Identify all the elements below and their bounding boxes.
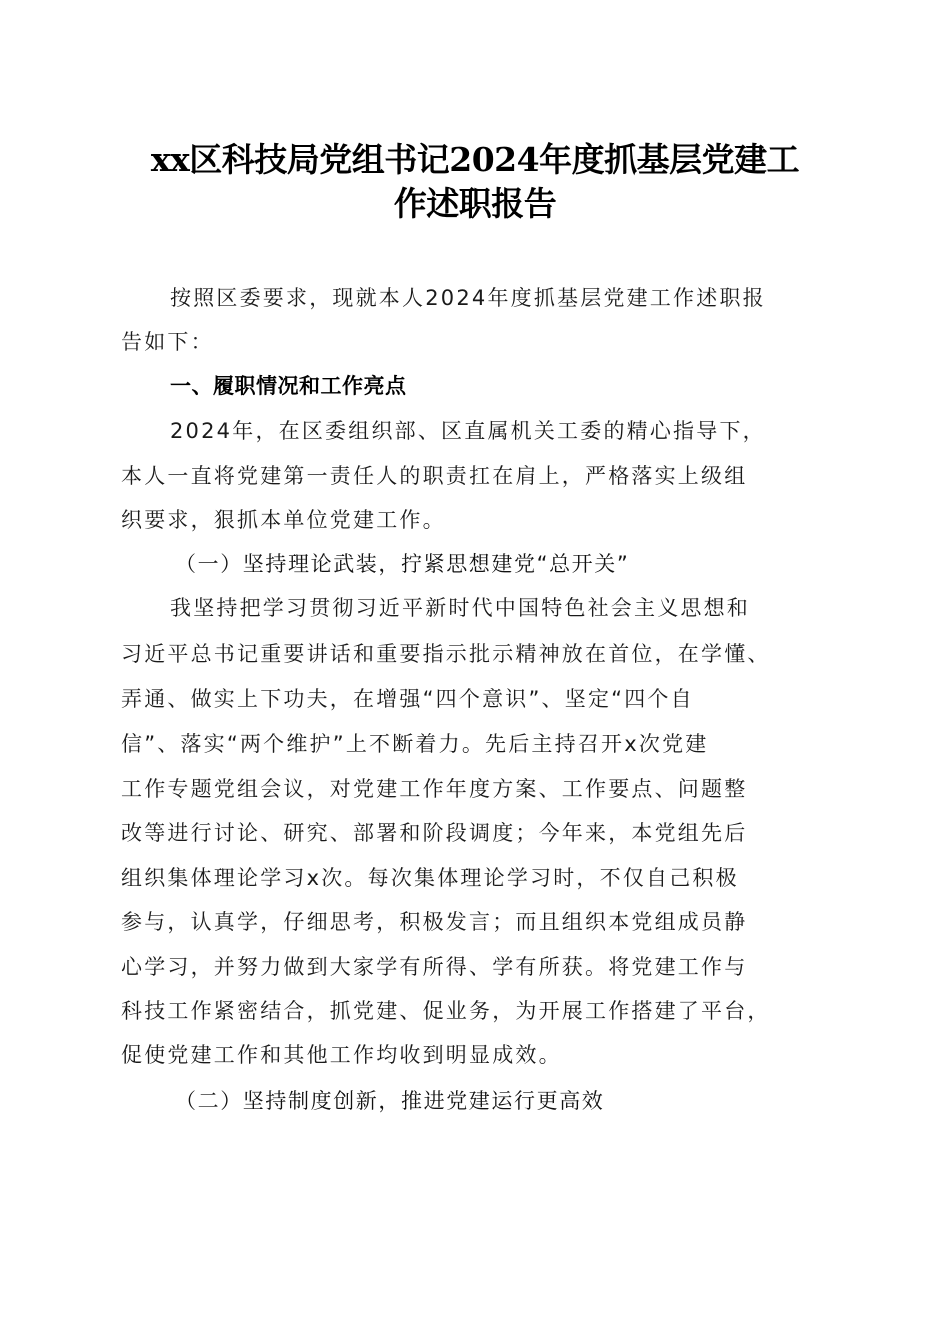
subsection1-paragraph-line: 心学习，并努力做到大家学有所得、学有所获。将党建工作与 [121, 955, 748, 979]
document-title-line-2: 作述职报告 [393, 184, 557, 223]
subsection1-paragraph-line: 习近平总书记重要讲话和重要指示批示精神放在首位，在学懂、 [121, 642, 771, 666]
section1-paragraph-line: 本人一直将党建第一责任人的职责扛在肩上，严格落实上级组 [121, 464, 748, 488]
subsection1-paragraph-line: 促使党建工作和其他工作均收到明显成效。 [121, 1043, 562, 1067]
document-title-line-1: xx区科技局党组书记2024年度抓基层党建工 [150, 140, 800, 179]
subsection-heading-2: （二）坚持制度创新，推进党建运行更高效 [175, 1089, 605, 1113]
subsection1-paragraph-line: 参与，认真学，仔细思考，积极发言；而且组织本党组成员静 [121, 910, 748, 934]
section1-paragraph-line: 2024年，在区委组织部、区直属机关工委的精心指导下， [170, 419, 766, 443]
subsection-heading-1: （一）坚持理论武装，拧紧思想建党“总开关” [175, 552, 630, 576]
subsection1-paragraph-line: 改等进行讨论、研究、部署和阶段调度；今年来，本党组先后 [121, 821, 748, 845]
subsection1-paragraph-line: 科技工作紧密结合，抓党建、促业务，为开展工作搭建了平台， [121, 999, 771, 1023]
section-heading-1: 一、履职情况和工作亮点 [170, 374, 407, 398]
subsection1-paragraph-line: 信”、落实“两个维护”上不断着力。先后主持召开x次党建 [121, 732, 709, 756]
subsection1-paragraph-line: 我坚持把学习贯彻习近平新时代中国特色社会主义思想和 [170, 596, 750, 620]
subsection1-paragraph-line: 工作专题党组会议，对党建工作年度方案、工作要点、问题整 [121, 777, 748, 801]
intro-paragraph-line: 按照区委要求，现就本人2024年度抓基层党建工作述职报 [170, 286, 766, 310]
subsection1-paragraph-line: 组织集体理论学习x次。每次集体理论学习时，不仅自己积极 [121, 866, 739, 890]
subsection1-paragraph-line: 弄通、做实上下功夫，在增强“四个意识”、坚定“四个自 [121, 687, 694, 711]
intro-paragraph-line: 告如下： [121, 330, 214, 354]
section1-paragraph-line: 织要求，狠抓本单位党建工作。 [121, 508, 446, 532]
